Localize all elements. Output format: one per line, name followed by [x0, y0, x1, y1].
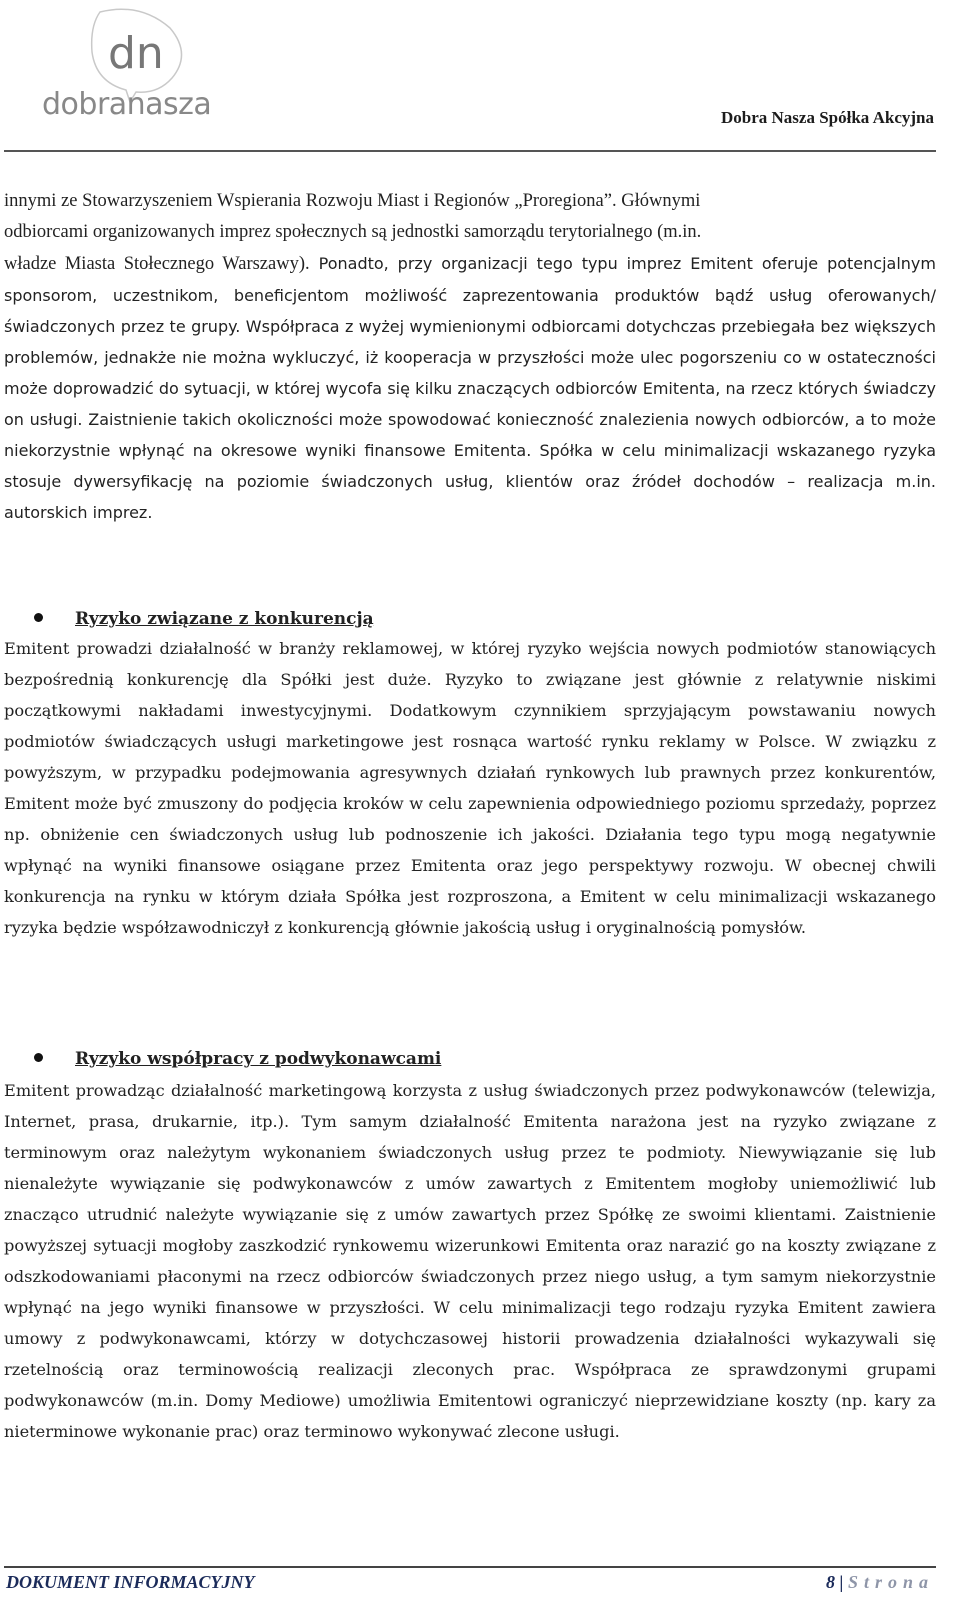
company-name: Dobra Nasza Spółka Akcyjna	[720, 108, 934, 127]
intro-line-2: odbiorcami organizowanych imprez społecznych są jednostki samorządu terytorialnego (m.in.	[4, 222, 702, 242]
logo-wordmark: dobranasza	[42, 87, 212, 122]
section-body-subcontractors: Emitent prowadząc działalność marketingową korzysta z usług świadczonych przez podwykonawców (telewizja, Internet, prasa, drukarnie, itp.). Tym samym działalność Emitenta narażona jest na ryzyko związane z terminowym oraz należytym wykonaniem świadczonych usług przez te podmioty. Niewywiązanie się lub nienależyte wywiązanie się podwykonawców z umów zawartych z Emitentem mogłoby uniemożliwić lub znacząco utrudnić należyte wywiązanie się z umów zawartych przez Spółkę ze swoimi klientami. Zaistnienie powyższej sytuacji mogłoby zaszkodzić rynkowemu wizerunkowi Emitenta oraz narazić go na koszty związane z odszkodowaniami płaconymi na rzecz odbiorców świadczonych przez niego usług, a tym samym niekorzystnie wpłynąć na jego wyniki finansowe w przyszłości. W celu minimalizacji tego rodzaju ryzyka Emitent zawiera umowy z podwykonawcami, którzy w dotychczasowej historii prowadzenia działalności wykazywali się rzetelnością oraz terminowością realizacji zleconych prac. Współpraca ze sprawdzonymi grupami podwykonawców (m.in. Domy Mediowe) umożliwia Emitentowi ograniczyć nieprzewidziane koszty (np. kary za nieterminowe wykonanie prac) oraz terminowo wykonywać zlecone usługi.	[4, 1081, 936, 1441]
footer-document-type: DOKUMENT INFORMACYJNY	[6, 1572, 255, 1592]
section-heading-subcontractors-text: Ryzyko współpracy z podwykonawcami	[75, 1049, 442, 1069]
section-heading-subcontractors	[34, 1044, 441, 1074]
section-body-competition: Emitent prowadzi działalność w branży reklamowej, w której ryzyko wejścia nowych podmiotów stanowiących bezpośrednią konkurencję dla Spółki jest duże. Ryzyko to związane jest głównie z relatywnie niskimi początkowymi nakładami inwestycyjnymi. Dodatkowym czynnikiem sprzyjającym powstawaniu nowych podmiotów świadczących usługi marketingowe jest rosnąca wartość rynku reklamy w Polsce. W związku z powyższym, w przypadku podejmowania agresywnych działań rynkowych lub prawnych przez konkurentów, Emitent może być zmuszony do podjęcia kroków w celu zapewnienia odpowiedniego poziomu sprzedaży, poprzez np. obniżenie cen świadczonych usług lub podnoszenie ich jakości. Działania tego typu mogą negatywnie wpłynąć na wyniki finansowe osiągane przez Emitenta oraz jego perspektywy rozwoju. W obecnej chwili konkurencja na rynku w którym działa Spółka jest rozproszona, a Emitent w celu minimalizacji wskazanego ryzyka będzie współzawodniczył z konkurencją głównie jakością usług i oryginalnością pomysłów.	[4, 639, 936, 937]
section-heading-competition	[34, 604, 374, 634]
footer-divider	[4, 1566, 936, 1568]
footer-page-label	[826, 1572, 934, 1593]
intro-line-1: innymi ze Stowarzyszeniem Wspierania Rozwoju Miast i Regionów „Proregiona”. Głównymi	[4, 191, 701, 211]
intro-paragraph-body	[4, 248, 936, 528]
header-divider	[4, 150, 936, 152]
logo-mark: dn	[108, 28, 164, 79]
bullet-icon	[34, 1053, 43, 1062]
bullet-icon	[34, 613, 43, 622]
page-separator: |	[839, 1572, 844, 1592]
page-number: 8	[826, 1572, 835, 1592]
section-heading-competition-text: Ryzyko związane z konkurencją	[75, 609, 374, 629]
company-logo	[40, 6, 240, 124]
intro-paragraph	[4, 186, 936, 528]
intro-line-3: władze Miasta Stołecznego Warszawy).	[4, 254, 310, 274]
page-word: Strona	[847, 1572, 934, 1592]
logo-graphic	[40, 6, 240, 124]
intro-paragraph-rest: Ponadto, przy organizacji tego typu imprez Emitent oferuje potencjalnym sponsorom, uczestnikom, beneficjentom możliwość zaprezentowania produktów bądź usług oferowanych/świadczonych przez te grupy. Współpraca z wyżej wymienionymi odbiorcami dotychczas przebiegała bez większych problemów, jednakże nie można wykluczyć, iż kooperacja w przyszłości może ulec pogorszeniu co w ostateczności może doprowadzić do sytuacji, w której wycofa się kilku znaczących odbiorców Emitenta, na rzecz których świadczy on usługi. Zaistnienie takich okoliczności może spowodować konieczność znalezienia nowych odbiorców, a to może niekorzystnie wpłynąć na okresowe wyniki finansowe Emitenta. Spółka w celu minimalizacji wskazanego ryzyka stosuje dywersyfikację na poziomie świadczonych usług, klientów oraz źródeł dochodów – realizacja m.in. autorskich imprez.	[4, 254, 936, 522]
